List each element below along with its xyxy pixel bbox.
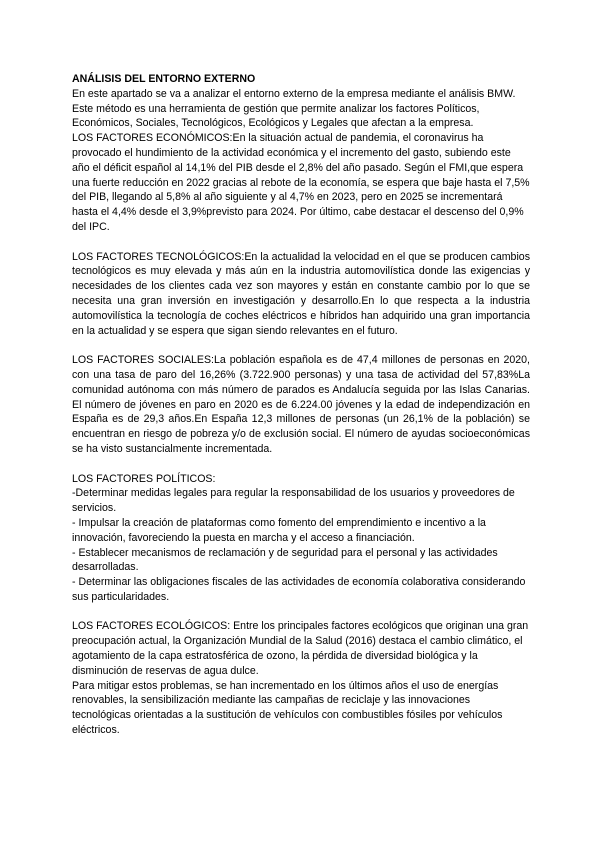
spacer <box>72 605 530 620</box>
social-section <box>72 353 530 457</box>
political-item-3: - Establecer mecanismos de reclamación y de seguridad para el personal y las actividades desarrolladas. <box>72 546 498 574</box>
technological-section <box>72 250 530 339</box>
political-heading: LOS FACTORES POLÍTICOS: <box>72 472 216 485</box>
ecological-section <box>72 619 530 678</box>
economic-section <box>72 131 530 235</box>
document-title: ANÁLISIS DEL ENTORNO EXTERNO <box>72 73 256 85</box>
ecological-text: Entre los principales factores ecológicos que originan una gran preocupación actual, la Organización Mundial de la Salud (2016) destaca el cambio climático, el agotamiento de la capa estratosférica de ozono, la pérdida de diversidad biológica y la disminución de reservas de agua dulce. <box>72 620 529 677</box>
political-item-1: -Determinar medidas legales para regular la responsabilidad de los usuarios y proveedores de servicios. <box>72 487 515 515</box>
technological-heading: LOS FACTORES TECNOLÓGICOS: <box>72 250 245 263</box>
economic-heading: LOS FACTORES ECONÓMICOS: <box>72 132 233 145</box>
ecological-paragraph-2: Para mitigar estos problemas, se han incrementado en los últimos años el uso de energías renovables, la sensibilización mediante las campañas de reciclaje y las innovaciones tecnológicas orientadas a la sustitución de vehículos con combustibles fósiles por vehículos eléctricos. <box>72 679 503 737</box>
economic-text: En la situación actual de pandemia, el coronavirus ha provocado el hundimiento de la actividad económica y el incremento del gasto, subiendo este año el déficit español al 14,1% del PIB desde el 2,8% del año pasado. Según el FMI,que espera una fuerte reducción en 2022 gracias al rebote de la economía, se espera que baje hasta el 7,5% del PIB, llegando al 5,8% al año siguiente y al 4,7% en 2023, pero en 2025 se incrementará hasta el 4,4% desde el 3,9%previsto para 2024. Por último, cabe destacar el descenso del 0,9% del IPC. <box>72 132 530 233</box>
political-item-4: - Determinar las obligaciones fiscales de las actividades de economía colaborativa considerando sus particularidades. <box>72 576 526 603</box>
technological-text: En la actualidad la velocidad en el que se producen cambios tecnológicos es muy elevada y más aún en la industria automovilística donde las exigencias y necesidades de los clientes cada vez son mayores y están en constante cambio por lo que se necesita una gran inversión en investigación y desarrollo.En lo que respecta a la industria automovilística la tecnología de coches eléctricos e híbridos han adquirido una gran importancia en la actualidad y se espera que sigan siendo relevantes en el futuro. <box>72 250 530 337</box>
political-item-2: - Impulsar la creación de plataformas como fomento del emprendimiento e incentivo a la innovación, favoreciendo la puesta en marcha y el acceso a financiación. <box>72 516 486 544</box>
social-heading: LOS FACTORES SOCIALES: <box>72 354 214 367</box>
spacer <box>72 338 530 353</box>
political-section <box>72 472 530 605</box>
social-text: La población española es de 47,4 millones de personas en 2020, con una tasa de paro del 16,26% (3.722.900 personas) y una tasa de actividad del 57,83%La comunidad autónoma con más número de parados es Andalucía seguida por las Islas Canarias. El número de jóvenes en paro en 2020 es de 6.224.00 jóvenes y la edad de independización en España es de 29,3 años.En España 12,3 millones de personas (un 26,1% de la población) se encuentran en riesgo de pobreza y/o de exclusión social. El número de ayudas socioeconómicas se ha visto sustancialmente incrementada. <box>72 354 531 455</box>
spacer <box>72 457 530 472</box>
ecological-heading: LOS FACTORES ECOLÓGICOS: <box>72 620 231 633</box>
intro-paragraph: En este apartado se va a analizar el entorno externo de la empresa mediante el análisis BMW. Este método es una herramienta de gestión que permite analizar los factores Políticos, Económicos, Sociales, Tecnológicos, Ecológicos y Legales que afectan a la empresa. <box>72 87 516 130</box>
spacer <box>72 235 530 250</box>
